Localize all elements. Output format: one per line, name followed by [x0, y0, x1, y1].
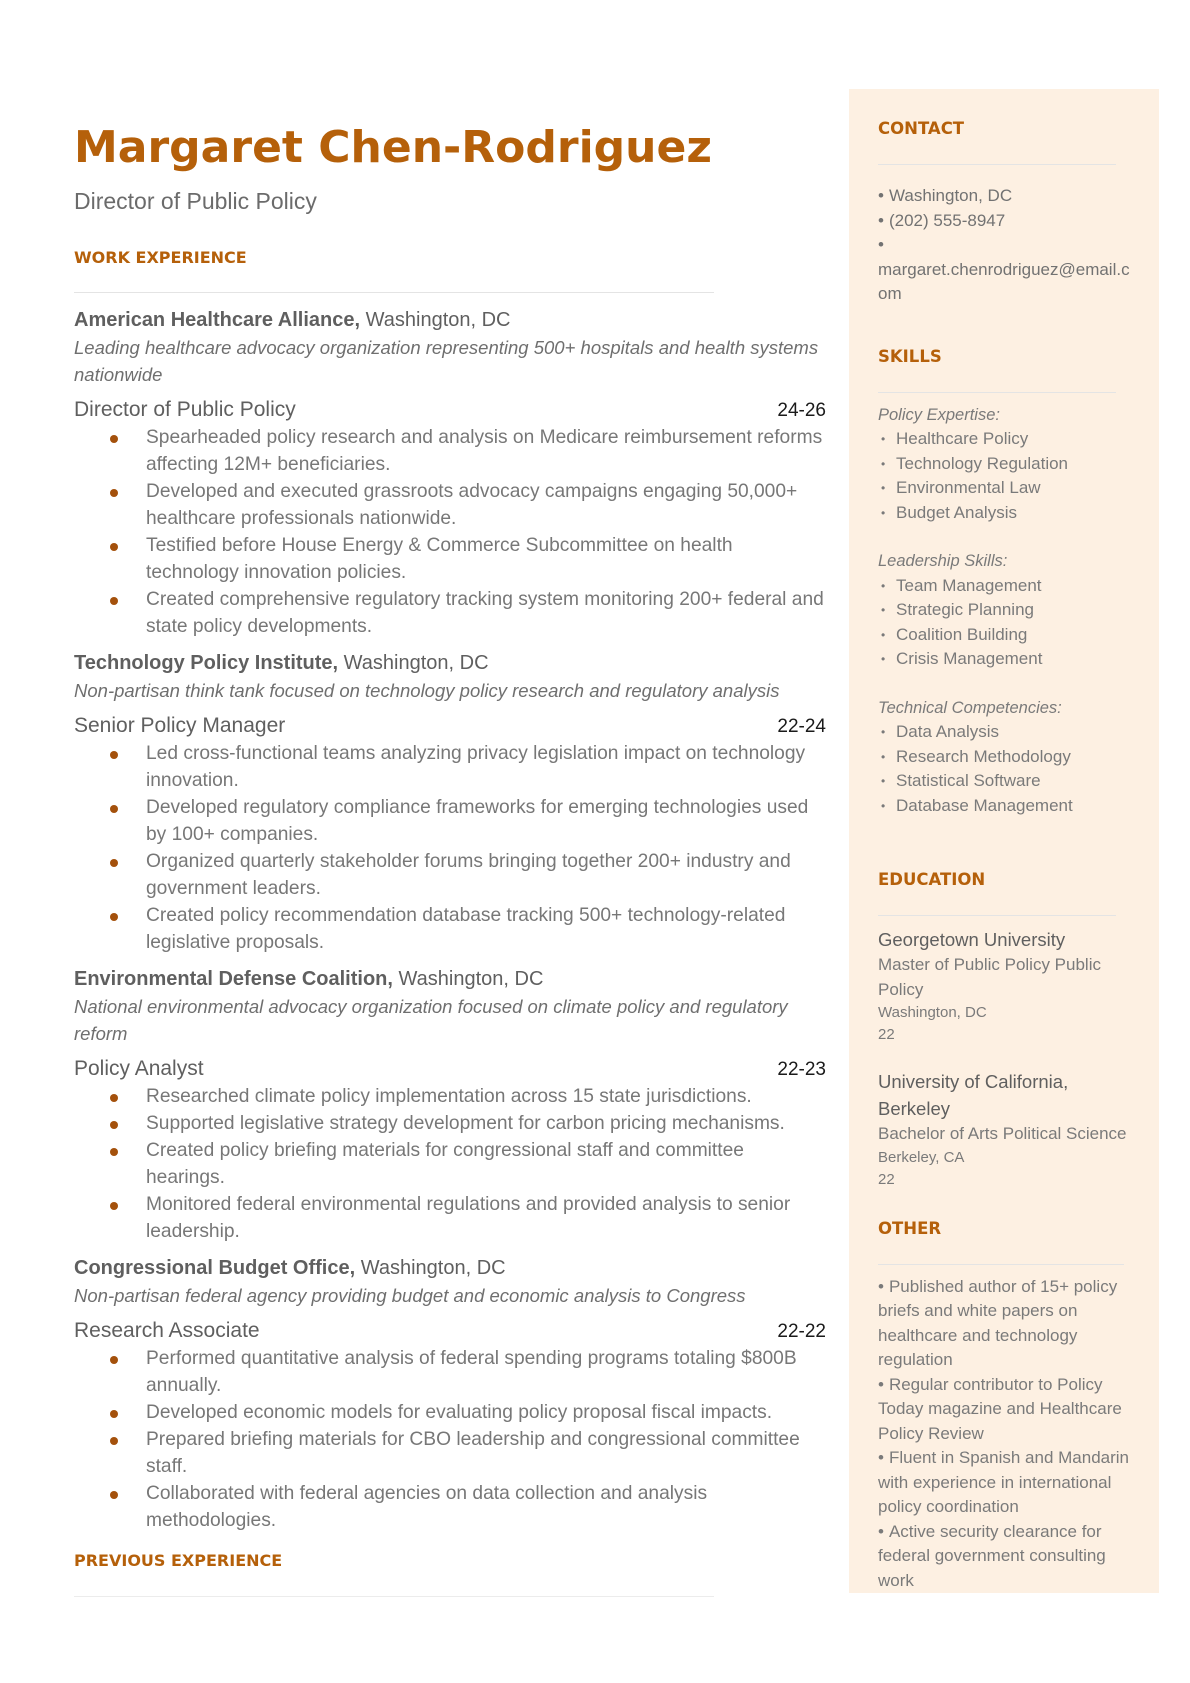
bullet-dot-icon [110, 543, 118, 551]
other-item [878, 1373, 1130, 1447]
section-divider [878, 915, 1116, 916]
bullet-dot-icon [110, 805, 118, 813]
other-section [878, 1219, 1136, 1594]
candidate-name: Margaret Chen-Rodriguez [74, 122, 712, 173]
contact-section [878, 119, 1136, 307]
achievement-item [110, 586, 826, 640]
company-description: Leading healthcare advocacy organization representing 500+ hospitals and health systems nationwide [74, 337, 819, 385]
education-section [878, 870, 1136, 1191]
other-heading: OTHER [878, 1218, 942, 1238]
achievement-item [110, 1426, 826, 1480]
skill-item: • Team Management [878, 574, 1136, 599]
section-divider [878, 164, 1116, 165]
skill-item: • Crisis Management [878, 647, 1136, 672]
contact-location: • Washington, DC [878, 186, 1013, 205]
achievement-item [110, 848, 826, 902]
achievement-text: Developed regulatory compliance frameworks for emerging technologies used by 100+ companies. [146, 797, 809, 845]
skill-item: • Environmental Law [878, 476, 1136, 501]
company-line [74, 1255, 826, 1282]
company-name: Congressional Budget Office, [74, 1257, 356, 1279]
work-experience-heading: WORK EXPERIENCE [74, 248, 247, 267]
achievement-text: Prepared briefing materials for CBO leadership and congressional committee staff. [146, 1429, 800, 1477]
achievement-list [110, 740, 826, 956]
job-dates: 22-23 [777, 1059, 826, 1080]
achievement-item [110, 1345, 826, 1399]
contact-email[interactable]: margaret.chenrodriguez@email.com [878, 259, 1130, 303]
bullet-dot-icon [110, 1437, 118, 1445]
achievement-item [110, 1191, 826, 1245]
candidate-title: Director of Public Policy [74, 188, 317, 214]
bullet-dot-icon [110, 1356, 118, 1364]
bullet-dot-icon [110, 751, 118, 759]
job-entry [74, 307, 826, 640]
section-divider [878, 392, 1116, 393]
graduation-year: 22 [878, 1170, 895, 1188]
achievement-item [110, 740, 826, 794]
role-row [74, 396, 826, 424]
education-heading: EDUCATION [878, 870, 986, 889]
skill-item: • Data Analysis [878, 720, 1136, 745]
main-column [74, 118, 826, 1534]
skills-section [878, 347, 1136, 819]
achievement-item [110, 1083, 826, 1110]
role-row [74, 1055, 826, 1083]
bullet-icon: • [878, 1276, 884, 1296]
skill-item: • Research Methodology [878, 745, 1136, 770]
achievement-text: Led cross-functional teams analyzing privacy legislation impact on technology innovation. [146, 743, 806, 791]
section-divider [878, 1264, 1124, 1265]
bullet-icon: • [878, 186, 884, 205]
bullet-icon: • [878, 235, 884, 254]
section-divider [74, 292, 714, 293]
bullet-icon: • [878, 1374, 884, 1394]
other-item-text: Active security clearance for federal government consulting work [878, 1521, 1106, 1590]
achievement-item [110, 1137, 826, 1191]
achievement-list [110, 1083, 826, 1245]
achievement-item [110, 1399, 826, 1426]
skill-groups [878, 403, 1136, 819]
skill-category: Leadership Skills: [878, 552, 1008, 570]
achievement-item [110, 1480, 826, 1534]
education-entry [878, 1068, 1136, 1191]
company-name: American Healthcare Alliance, [74, 309, 361, 331]
achievement-text: Testified before House Energy & Commerce Subcommittee on health technology innovation policies. [146, 535, 733, 583]
company-location: Washington, DC [365, 309, 511, 331]
other-item-text: Published author of 15+ policy briefs and white papers on healthcare and technology regulation [878, 1276, 1118, 1369]
job-entry [74, 650, 826, 956]
contact-heading: CONTACT [878, 119, 965, 138]
job-entry [74, 1255, 826, 1534]
achievement-item [110, 424, 826, 478]
company-description: National environmental advocacy organization focused on climate policy and regulatory reform [74, 996, 788, 1044]
job-list [74, 307, 826, 1534]
degree: Master of Public Policy Public Policy [878, 955, 1101, 999]
achievement-text: Created policy recommendation database tracking 500+ technology-related legislative proposals. [146, 905, 786, 953]
degree: Bachelor of Arts Political Science [878, 1124, 1127, 1143]
job-entry [74, 966, 826, 1245]
company-location: Washington, DC [343, 652, 489, 674]
skill-list [878, 427, 1136, 525]
achievement-text: Performed quantitative analysis of federal spending programs totaling $800B annually. [146, 1348, 797, 1396]
other-list [878, 1275, 1130, 1594]
skill-item: • Database Management [878, 794, 1136, 819]
bullet-dot-icon [110, 913, 118, 921]
other-item-text: Fluent in Spanish and Mandarin with experience in international policy coordination [878, 1448, 1129, 1516]
skill-item: • Coalition Building [878, 623, 1136, 648]
school-location: Berkeley, CA [878, 1148, 965, 1166]
achievement-item [110, 1110, 826, 1137]
company-line [74, 307, 826, 334]
bullet-dot-icon [110, 1148, 118, 1156]
company-line [74, 650, 826, 677]
bullet-icon: • [878, 1448, 884, 1467]
achievement-text: Collaborated with federal agencies on data collection and analysis methodologies. [146, 1483, 708, 1531]
bullet-icon: • [878, 1521, 884, 1541]
school-name: University of California, Berkeley [878, 1071, 1069, 1119]
role-row [74, 1317, 826, 1345]
other-item [878, 1520, 1130, 1594]
job-role: Research Associate [74, 1319, 260, 1342]
achievement-text: Supported legislative strategy development for carbon pricing mechanisms. [146, 1113, 785, 1134]
contact-email-bullet [878, 233, 1136, 258]
skill-item: • Statistical Software [878, 769, 1136, 794]
bullet-dot-icon [110, 489, 118, 497]
skill-list [878, 574, 1136, 672]
skill-category: Technical Competencies: [878, 698, 1062, 717]
education-entry [878, 926, 1136, 1046]
bullet-dot-icon [110, 1491, 118, 1499]
achievement-text: Researched climate policy implementation across 15 state jurisdictions. [146, 1086, 752, 1107]
bullet-dot-icon [110, 859, 118, 867]
previous-experience-heading: PREVIOUS EXPERIENCE [74, 1551, 283, 1570]
company-location: Washington, DC [398, 968, 544, 990]
bullet-dot-icon [110, 1094, 118, 1102]
job-role: Senior Policy Manager [74, 714, 286, 737]
achievement-item [110, 902, 826, 956]
other-item [878, 1446, 1130, 1520]
contact-list [878, 184, 1136, 307]
job-dates: 22-22 [777, 1321, 826, 1342]
other-item [878, 1275, 1130, 1373]
skill-group [878, 696, 1136, 819]
skill-group [878, 549, 1136, 672]
contact-phone: • (202) 555-8947 [878, 210, 1006, 230]
skill-group [878, 403, 1136, 526]
skill-item: • Technology Regulation [878, 452, 1136, 477]
job-role: Policy Analyst [74, 1057, 204, 1080]
skill-list [878, 720, 1136, 818]
company-name: Environmental Defense Coalition, [74, 968, 393, 990]
skill-item: • Strategic Planning [878, 598, 1136, 623]
skill-category: Policy Expertise: [878, 405, 1000, 424]
section-divider [74, 1596, 714, 1597]
bullet-dot-icon [110, 1410, 118, 1418]
achievement-text: Organized quarterly stakeholder forums bringing together 200+ industry and government leaders. [146, 851, 791, 899]
achievement-text: Spearheaded policy research and analysis on Medicare reimbursement reforms affecting 12M+ beneficiaries. [146, 427, 823, 475]
school-location: Washington, DC [878, 1004, 987, 1021]
achievement-item [110, 794, 826, 848]
achievement-item [110, 532, 826, 586]
achievement-list [110, 424, 826, 640]
bullet-dot-icon [110, 1121, 118, 1129]
education-list [878, 926, 1136, 1191]
other-item-text: Regular contributor to Policy Today magazine and Healthcare Policy Review [878, 1374, 1122, 1443]
company-location: Washington, DC [360, 1257, 506, 1279]
graduation-year: 22 [878, 1026, 895, 1043]
bullet-dot-icon [110, 435, 118, 443]
company-description: Non-partisan think tank focused on technology policy research and regulatory analysis [74, 680, 780, 701]
skill-item: • Healthcare Policy [878, 427, 1136, 452]
job-dates: 24-26 [777, 400, 826, 421]
achievement-text: Created policy briefing materials for congressional staff and committee hearings. [146, 1140, 744, 1188]
school-name: Georgetown University [878, 929, 1066, 950]
company-line [74, 966, 826, 993]
bullet-dot-icon [110, 1202, 118, 1210]
skills-heading: SKILLS [878, 346, 942, 366]
sidebar [878, 119, 1136, 1593]
bullet-dot-icon [110, 597, 118, 605]
job-dates: 22-24 [777, 716, 826, 737]
company-name: Technology Policy Institute, [74, 652, 339, 674]
job-role: Director of Public Policy [74, 398, 296, 421]
achievement-text: Created comprehensive regulatory tracking system monitoring 200+ federal and state policy developments. [146, 589, 824, 637]
achievement-item [110, 478, 826, 532]
achievement-text: Monitored federal environmental regulations and provided analysis to senior leadership. [146, 1194, 791, 1242]
achievement-text: Developed and executed grassroots advocacy campaigns engaging 50,000+ healthcare professionals nationwide. [146, 481, 798, 529]
bullet-icon: • [878, 210, 884, 230]
achievement-list [110, 1345, 826, 1534]
achievement-text: Developed economic models for evaluating policy proposal fiscal impacts. [146, 1402, 773, 1423]
role-row [74, 712, 826, 740]
company-description: Non-partisan federal agency providing budget and economic analysis to Congress [74, 1285, 746, 1306]
skill-item: • Budget Analysis [878, 501, 1136, 526]
